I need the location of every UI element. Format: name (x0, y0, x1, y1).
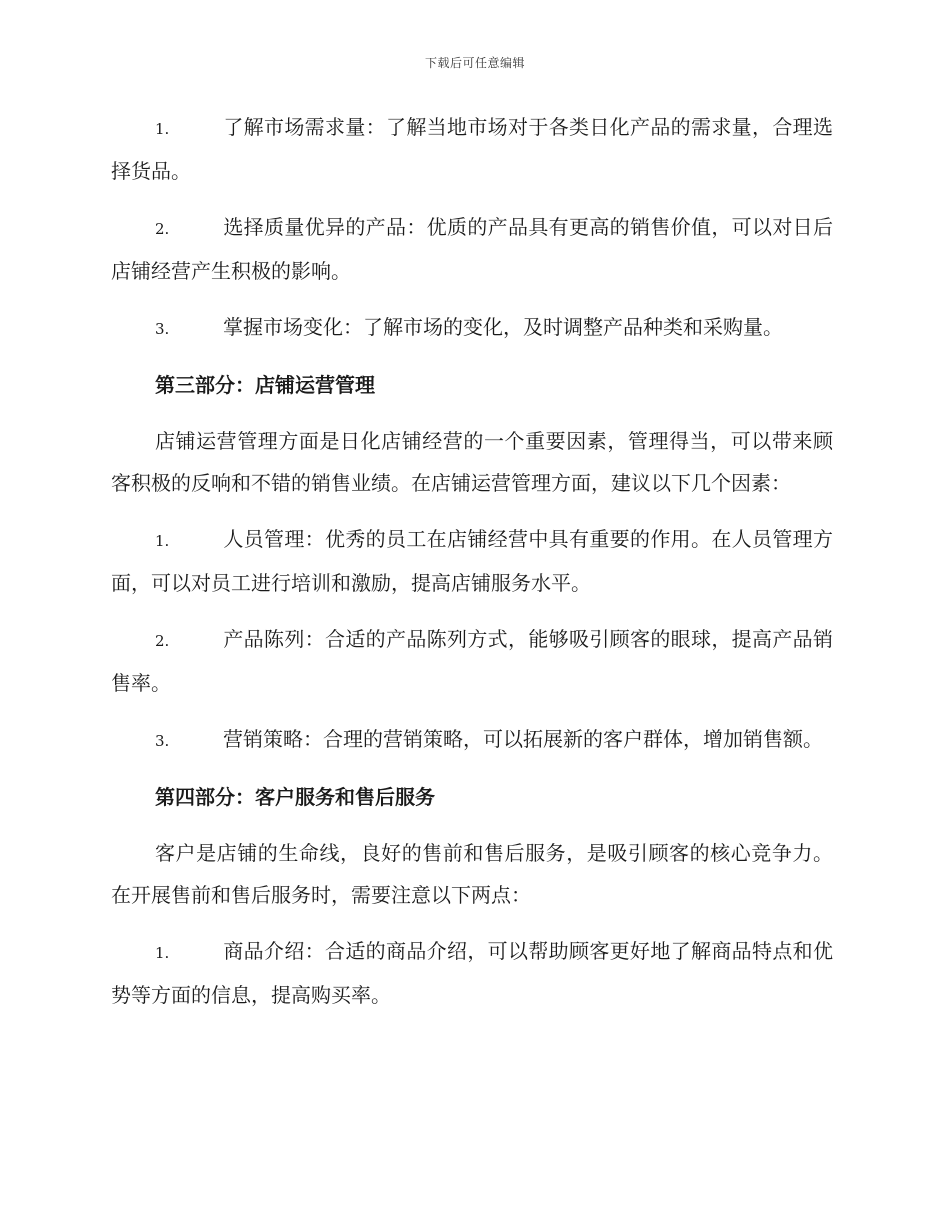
section-heading: 第四部分：客户服务和售后服务 (155, 785, 435, 809)
list-text: 了解市场需求量：了解当地市场对于各类日化产品的需求量，合理选择货品。 (111, 115, 833, 183)
list-number: 2. (155, 220, 170, 238)
document-body (111, 106, 833, 1030)
paragraph: 店铺运营管理方面是日化店铺经营的一个重要因素，管理得当，可以带来顾客积极的反响和不错的销售业绩。在店铺运营管理方面，建议以下几个因素： (111, 429, 833, 495)
section-heading: 第三部分：店铺运营管理 (155, 373, 375, 397)
list-text: 人员管理：优秀的员工在店铺经营中具有重要的作用。在人员管理方面，可以对员工进行培训和激励，提高店铺服务水平。 (111, 527, 833, 595)
list-text: 商品介绍：合适的商品介绍，可以帮助顾客更好地了解商品特点和优势等方面的信息，提高购买率。 (111, 939, 833, 1007)
list-number: 1. (155, 120, 170, 138)
list-item (111, 106, 833, 192)
list-item (111, 518, 833, 604)
list-text: 选择质量优异的产品：优质的产品具有更高的销售价值，可以对日后店铺经营产生积极的影响。 (111, 215, 833, 283)
list-item (111, 306, 833, 350)
list-item (111, 718, 833, 762)
list-number: 1. (155, 532, 170, 550)
list-text: 产品陈列：合适的产品陈列方式，能够吸引顾客的眼球，提高产品销售率。 (111, 627, 833, 695)
list-text: 营销策略：合理的营销策略，可以拓展新的客户群体，增加销售额。 (223, 727, 823, 751)
page-header: 下载后可任意编辑 (424, 56, 525, 70)
list-number: 2. (155, 632, 170, 650)
list-number: 1. (155, 944, 170, 962)
list-item (111, 930, 833, 1016)
list-number: 3. (155, 732, 170, 750)
list-number: 3. (155, 320, 170, 338)
list-text: 掌握市场变化：了解市场的变化，及时调整产品种类和采购量。 (223, 315, 783, 339)
list-item (111, 206, 833, 292)
list-item (111, 618, 833, 704)
paragraph: 客户是店铺的生命线，良好的售前和售后服务，是吸引顾客的核心竞争力。在开展售前和售后服务时，需要注意以下两点： (111, 841, 833, 907)
